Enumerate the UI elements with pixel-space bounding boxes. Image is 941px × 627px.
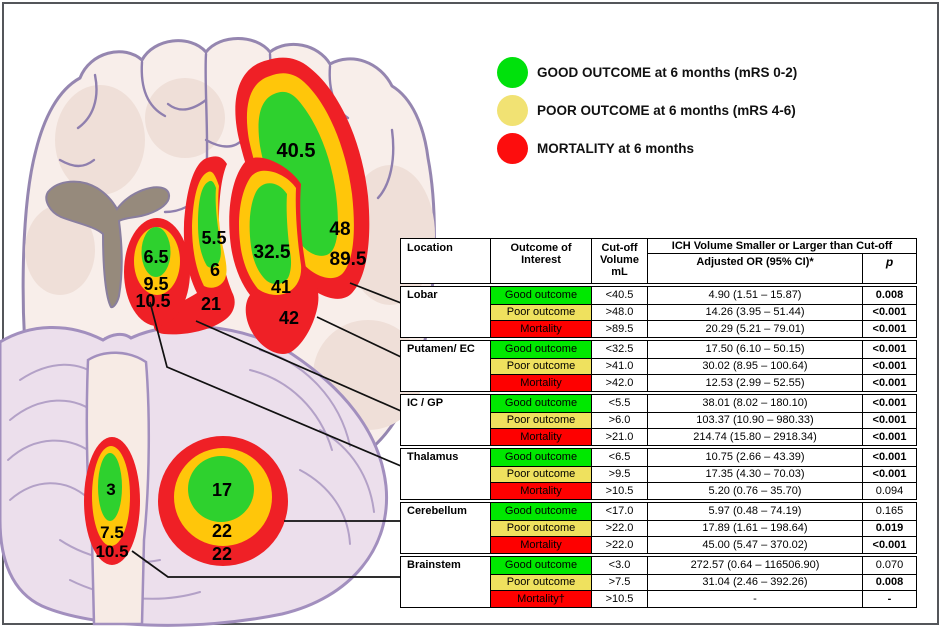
region-cerebellum: [158, 436, 288, 566]
cell-p: <0.001: [862, 358, 916, 375]
region-thalamus: [124, 218, 190, 326]
icgp-mortality-label: 21: [200, 294, 222, 314]
cell-outcome: Poor outcome: [490, 466, 591, 483]
header-outcome: Outcome of Interest: [490, 239, 591, 283]
brainstem-poor-label: 7.5: [100, 523, 124, 542]
lobar-mortality-label: 89.5: [329, 249, 367, 270]
table-group-putamen-ec: [400, 340, 917, 392]
cell-outcome: Mortality: [490, 536, 591, 553]
cell-outcome: Poor outcome: [490, 520, 591, 537]
cell-or: 38.01 (8.02 – 180.10): [647, 395, 862, 412]
cell-outcome: Poor outcome: [490, 412, 591, 429]
cell-cutoff: >10.5: [591, 482, 647, 499]
cell-location: Lobar: [407, 289, 438, 301]
table-group-lobar: [400, 286, 917, 338]
cell-or: 30.02 (8.95 – 100.64): [647, 358, 862, 375]
ich-cutoff-table: [400, 238, 917, 608]
putamen-mortality-label: 42: [278, 308, 300, 328]
thalamus-good-label: 6.5: [143, 247, 169, 267]
cell-or: 10.75 (2.66 – 43.39): [647, 449, 862, 466]
legend: [497, 56, 797, 170]
table-group-brainstem: [400, 556, 917, 608]
cell-or: 272.57 (0.64 – 116506.90): [647, 557, 862, 574]
cell-p: <0.001: [862, 374, 916, 391]
poor-outcome-swatch-icon: [497, 95, 528, 126]
cell-outcome: Poor outcome: [490, 304, 591, 321]
cell-or: 5.20 (0.76 – 35.70): [647, 482, 862, 499]
lobar-poor-label: 48: [329, 219, 351, 240]
header-cutoff: Cut-off Volume mL: [591, 239, 647, 283]
cell-outcome: Mortality: [490, 428, 591, 445]
cell-outcome: Mortality: [490, 482, 591, 499]
region-brainstem: [84, 437, 140, 565]
cell-cutoff: >7.5: [591, 574, 647, 591]
cell-cutoff: <3.0: [591, 557, 647, 574]
cell-cutoff: <40.5: [591, 287, 647, 304]
header-adjusted-or: Adjusted OR (95% CI)*: [647, 254, 862, 283]
cell-or: 17.35 (4.30 – 70.03): [647, 466, 862, 483]
cell-p: <0.001: [862, 412, 916, 429]
cell-p: <0.001: [862, 466, 916, 483]
cell-cutoff: >21.0: [591, 428, 647, 445]
cell-location: Thalamus: [407, 451, 459, 463]
cell-cutoff: >41.0: [591, 358, 647, 375]
cerebellum-good-label: 17: [211, 480, 233, 500]
cell-p: 0.165: [862, 503, 916, 520]
cell-or: 214.74 (15.80 – 2918.34): [647, 428, 862, 445]
cell-cutoff: <32.5: [591, 341, 647, 358]
brainstem-mortality-label: 10.5: [95, 542, 129, 561]
cell-or: 4.90 (1.51 – 15.87): [647, 287, 862, 304]
cell-cutoff: >10.5: [591, 590, 647, 607]
legend-item-poor: [497, 94, 797, 126]
cell-cutoff: <5.5: [591, 395, 647, 412]
table-group-ic-gp: [400, 394, 917, 446]
legend-poor-label: POOR OUTCOME at 6 months (mRS 4-6): [537, 102, 796, 118]
putamen-good-label: 32.5: [253, 242, 291, 263]
cell-cutoff: >48.0: [591, 304, 647, 321]
cell-cutoff: <6.5: [591, 449, 647, 466]
icgp-poor-label: 6: [209, 260, 221, 280]
icgp-good-label: 5.5: [201, 228, 227, 248]
putamen-poor-label: 41: [270, 277, 292, 297]
cell-cutoff: >22.0: [591, 520, 647, 537]
legend-item-good: [497, 56, 797, 88]
cell-or: 17.50 (6.10 – 50.15): [647, 341, 862, 358]
header-location: Location: [407, 242, 453, 254]
cell-or: 12.53 (2.99 – 52.55): [647, 374, 862, 391]
cell-outcome: Good outcome: [490, 557, 591, 574]
cell-outcome: Good outcome: [490, 341, 591, 358]
cell-outcome: Mortality: [490, 374, 591, 391]
cell-outcome: Good outcome: [490, 503, 591, 520]
good-outcome-swatch-icon: [497, 57, 528, 88]
cell-p: 0.094: [862, 482, 916, 499]
cell-p: 0.070: [862, 557, 916, 574]
cell-outcome: Poor outcome: [490, 574, 591, 591]
cell-outcome: Good outcome: [490, 395, 591, 412]
cell-location: Putamen/ EC: [407, 343, 475, 355]
cell-p: 0.008: [862, 574, 916, 591]
cerebellum-poor-label: 22: [211, 521, 233, 541]
cerebellum-mortality-label: 22: [211, 544, 233, 564]
cell-p: <0.001: [862, 449, 916, 466]
legend-item-mortality: [497, 132, 797, 164]
cell-outcome: Mortality†: [490, 590, 591, 607]
cell-p: <0.001: [862, 395, 916, 412]
cell-or: -: [647, 590, 862, 607]
cell-or: 20.29 (5.21 – 79.01): [647, 320, 862, 337]
cell-cutoff: <17.0: [591, 503, 647, 520]
cell-p: -: [862, 590, 916, 607]
table-group-thalamus: [400, 448, 917, 500]
cell-cutoff: >89.5: [591, 320, 647, 337]
header-p: p: [862, 254, 916, 283]
thalamus-poor-label: 9.5: [143, 274, 169, 294]
thalamus-mortality-label: 10.5: [135, 291, 171, 311]
cell-or: 5.97 (0.48 – 74.19): [647, 503, 862, 520]
table-group-cerebellum: [400, 502, 917, 554]
cell-p: <0.001: [862, 304, 916, 321]
lobar-good-label: 40.5: [276, 140, 316, 162]
cell-p: 0.019: [862, 520, 916, 537]
brainstem-good-label: 3: [106, 480, 116, 499]
cell-cutoff: >42.0: [591, 374, 647, 391]
legend-good-label: GOOD OUTCOME at 6 months (mRS 0-2): [537, 64, 798, 80]
legend-mortality-label: MORTALITY at 6 months: [537, 140, 695, 156]
cell-p: 0.008: [862, 287, 916, 304]
cell-outcome: Poor outcome: [490, 358, 591, 375]
cell-p: <0.001: [862, 320, 916, 337]
cell-location: Cerebellum: [407, 505, 467, 517]
cell-or: 17.89 (1.61 – 198.64): [647, 520, 862, 537]
cell-outcome: Good outcome: [490, 449, 591, 466]
cell-location: Brainstem: [407, 559, 461, 571]
cell-cutoff: >22.0: [591, 536, 647, 553]
cell-or: 45.00 (5.47 – 370.02): [647, 536, 862, 553]
cell-or: 103.37 (10.90 – 980.33): [647, 412, 862, 429]
cell-outcome: Good outcome: [490, 287, 591, 304]
cell-p: <0.001: [862, 341, 916, 358]
cell-p: <0.001: [862, 536, 916, 553]
cell-cutoff: >6.0: [591, 412, 647, 429]
cell-cutoff: >9.5: [591, 466, 647, 483]
table-header: [400, 238, 917, 284]
cell-outcome: Mortality: [490, 320, 591, 337]
header-ich-volume-span: ICH Volume Smaller or Larger than Cut-off: [647, 239, 916, 254]
cell-or: 14.26 (3.95 – 51.44): [647, 304, 862, 321]
cell-p: <0.001: [862, 428, 916, 445]
cell-location: IC / GP: [407, 397, 444, 409]
cell-or: 31.04 (2.46 – 392.26): [647, 574, 862, 591]
mortality-swatch-icon: [497, 133, 528, 164]
